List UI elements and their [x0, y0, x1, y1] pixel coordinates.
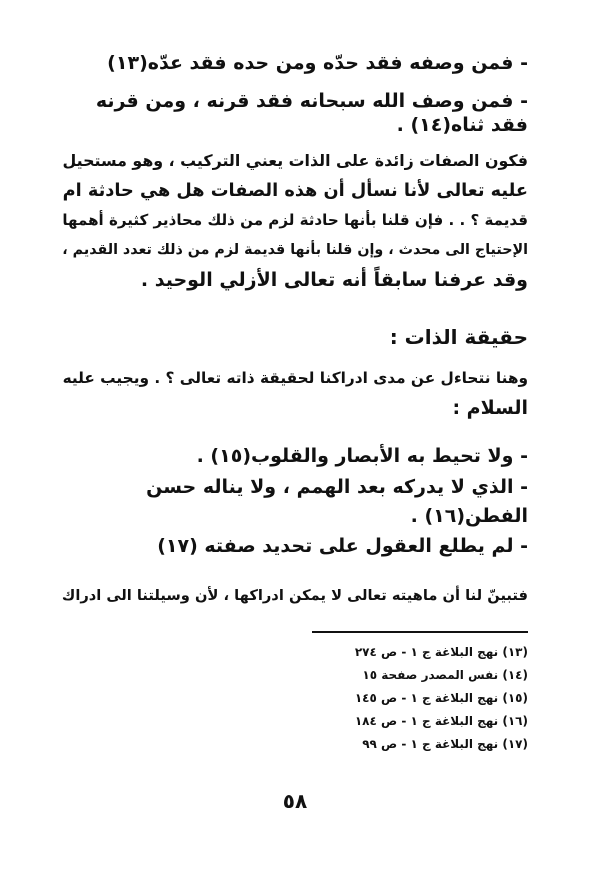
- section-heading: حقيقة الذات :: [389, 325, 528, 349]
- footnote: (١٣) نهج البلاغة ج ١ - ص ٢٧٤: [354, 645, 528, 659]
- footnote: (١٦) نهج البلاغة ج ١ - ص ١٨٤: [354, 714, 528, 728]
- paragraph-line: عليه تعالى لأنا نسأل أن هذه الصفات هل هي حادثة ام: [62, 181, 528, 201]
- quote-line: الفطن(١٦) .: [410, 505, 528, 527]
- quote-line: - لم يطلع العقول على تحديد صفته (١٧): [157, 535, 528, 557]
- footnote: (١٤) نفس المصدر صفحة ١٥: [362, 668, 528, 682]
- quote-line: - ولا تحيط به الأبصار والقلوب(١٥) .: [196, 445, 528, 467]
- paragraph-line: قديمة ؟ . . فإن قلنا بأنها حادثة لزم من ذلك محاذير كثيرة أهمها: [62, 211, 528, 229]
- footnote: (١٧) نهج البلاغة ج ١ - ص ٩٩: [362, 737, 528, 751]
- paragraph-line: وقد عرفنا سابقاً أنه تعالى الأزلي الوحيد .: [140, 269, 528, 291]
- quote-line: - فمن وصف الله سبحانه فقد قرنه ، ومن قرنه: [95, 90, 528, 112]
- paragraph-line: الإحتياج الى محدث ، وإن قلنا بأنها قديمة لزم من ذلك تعدد القديم ،: [62, 242, 528, 258]
- paragraph-line: فكون الصفات زائدة على الذات يعني التركيب ، وهو مستحيل: [62, 151, 528, 170]
- page-number: ٥٨: [282, 789, 308, 813]
- quote-line: فقد ثناه(١٤) .: [396, 114, 528, 136]
- quote-line: - فمن وصفه فقد حدّه ومن حده فقد عدّه(١٣): [107, 52, 528, 74]
- paragraph-line: وهنا نتحاءل عن مدى ادراكنا لحقيقة ذاته تعالى ؟ . ويجيب عليه: [62, 369, 528, 387]
- paragraph-line: السلام :: [452, 397, 528, 419]
- footnote: (١٥) نهج البلاغة ج ١ - ص ١٤٥: [354, 691, 528, 705]
- quote-line: - الذي لا يدركه بعد الهمم ، ولا يناله حسن: [146, 476, 528, 498]
- paragraph-line: فتبينّ لنا أن ماهيته تعالى لا يمكن ادراكها ، لأن وسيلتنا الى ادراك: [61, 587, 528, 604]
- footnote-divider: [312, 631, 528, 633]
